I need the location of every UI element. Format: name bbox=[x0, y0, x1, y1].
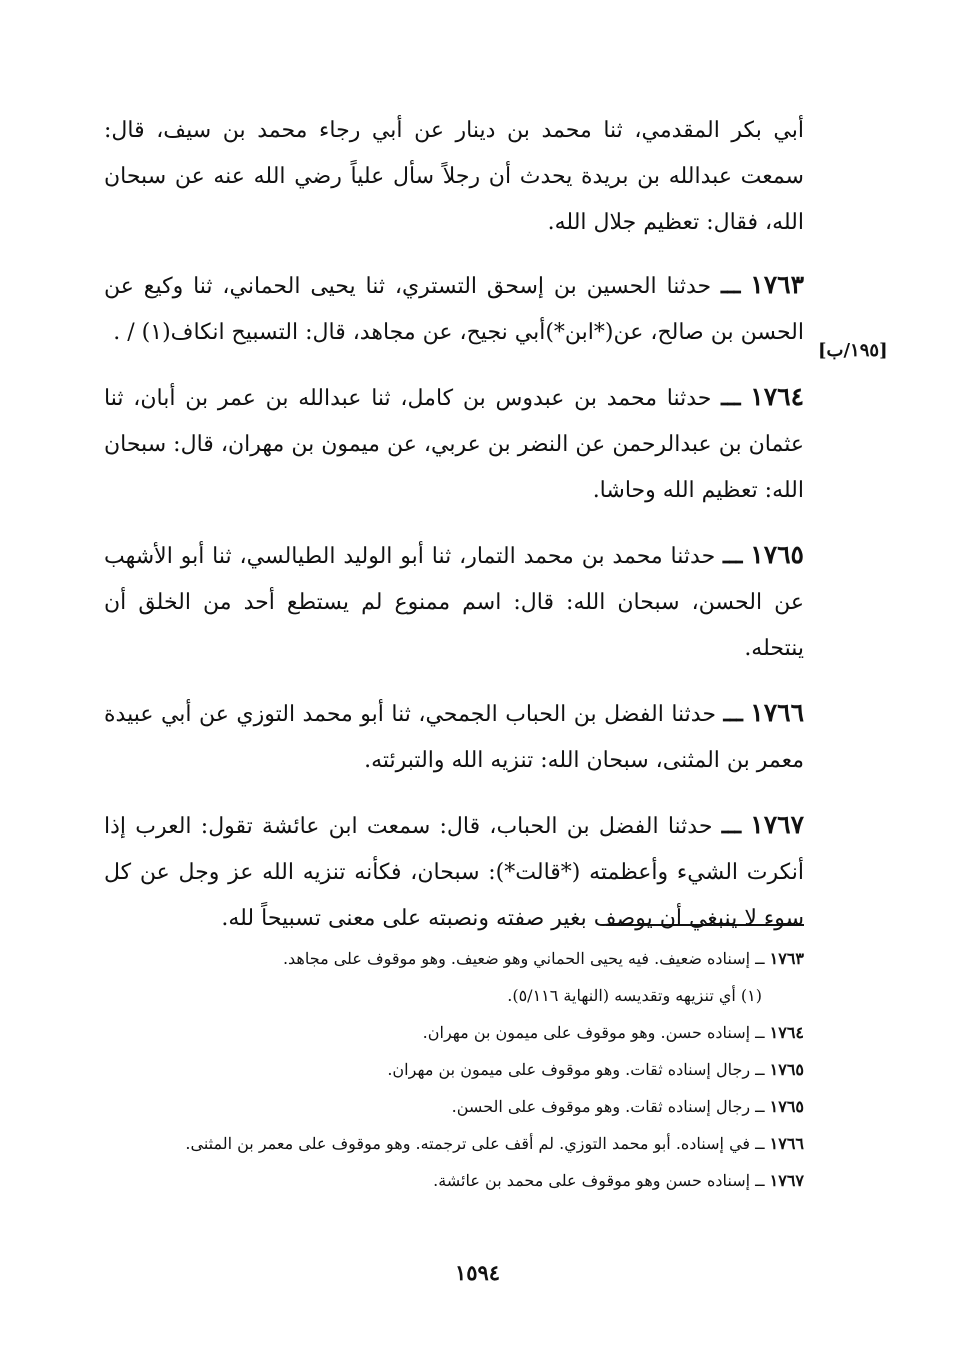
footnote-number: ١٧٦٧ bbox=[769, 1171, 804, 1190]
dash: ـــ bbox=[723, 543, 743, 569]
dash: ــ bbox=[755, 1097, 765, 1116]
dash: ــ bbox=[755, 949, 765, 968]
paragraph-text: حدثنا محمد بن محمد التمار، ثنا أبو الوليد الطيالسي، ثنا أبو الأشهب عن الحسن، سبحان الله: قال: اسم ممنوع لم يستطع أحد من الخلق أن ينتحله. bbox=[104, 544, 804, 661]
footnote-text: إسناده ضعيف. فيه يحيى الحماني وهو ضعيف. وهو موقوف على مجاهد. bbox=[282, 949, 751, 968]
dash: ـــ bbox=[721, 273, 741, 299]
footnote-text: رجال إسناده ثقات. وهو موقوف على الحسن. bbox=[451, 1097, 751, 1116]
footnote-text: رجال إسناده ثقات. وهو موقوف على ميمون بن مهران. bbox=[387, 1060, 751, 1079]
hadith-number: ١٧٦٣ bbox=[750, 270, 804, 299]
paragraph-text: أبي بكر المقدمي، ثنا محمد بن دينار عن أبي رجاء محمد بن سيف، قال: سمعت عبدالله بن بريدة يحدث أن رجلاً سأل علياً رضي الله عنه عن سبحان الله، فقال: تعظيم جلال الله. bbox=[104, 118, 804, 235]
footnotes bbox=[104, 940, 804, 1199]
footnote-number: ١٧٦٥ bbox=[769, 1060, 804, 1079]
hadith-paragraph bbox=[104, 690, 804, 784]
manuscript-folio-reference: [١٩٥/ب] bbox=[818, 340, 888, 361]
hadith-number: ١٧٦٥ bbox=[750, 540, 804, 569]
continued-paragraph bbox=[104, 108, 804, 246]
dash: ــ bbox=[755, 1023, 765, 1042]
hadith-paragraph bbox=[104, 262, 804, 356]
footnote bbox=[104, 1125, 804, 1162]
footnote-number: ١٧٦٤ bbox=[769, 1023, 804, 1042]
dash: ـــ bbox=[723, 701, 743, 727]
paragraph-text: حدثنا الفضل بن الحباب، قال: سمعت ابن عائشة تقول: العرب إذا أنكرت الشيء وأعظمته (*قالت*): سبحان، فكأنه تنزيه الله عز وجل عن كل سوء لا ينبغي أن يوصف بغير صفته ونصبته على معنى تسبيحاً لله. bbox=[104, 814, 804, 931]
footnote-text: إسناده حسن. وهو موقوف على ميمون بن مهران. bbox=[422, 1023, 751, 1042]
footnote-text: (١) أي تنزيهه وتقديسه (النهاية ٥/١١٦). bbox=[507, 986, 762, 1005]
hadith-number: ١٧٦٤ bbox=[750, 382, 805, 411]
dash: ـــ bbox=[721, 385, 741, 411]
footnote bbox=[104, 1014, 804, 1051]
footnote-text: في إسناده. أبو محمد التوزي. لم أقف على ترجمته. وهو موقوف على معمر بن المثنى. bbox=[185, 1134, 751, 1153]
footnote bbox=[104, 1051, 804, 1088]
paragraph-text: حدثنا الفضل بن الحباب الجمحي، ثنا أبو محمد التوزي عن أبي عبيدة معمر بن المثنى، سبحان الله: تنزيه الله والتبرئته. bbox=[104, 702, 804, 773]
hadith-number: ١٧٦٧ bbox=[750, 810, 804, 839]
dash: ــ bbox=[755, 1060, 765, 1079]
dash: ــ bbox=[755, 1134, 765, 1153]
page-number: ١٥٩٤ bbox=[454, 1260, 501, 1285]
footnote-text: إسناده حسن وهو موقوف على محمد بن عائشة. bbox=[433, 1171, 751, 1190]
paragraph-text: حدثنا الحسين بن إسحق التستري، ثنا يحيى الحماني، ثنا وكيع عن الحسن بن صالح، عن(*ابن*)أبي نجيح، عن مجاهد، قال: التسبيح انكاف(١) / . bbox=[104, 274, 804, 345]
hadith-paragraph bbox=[104, 802, 804, 942]
paragraph-text: حدثنا محمد بن عبدوس بن كامل، ثنا عبدالله بن عمر بن أبان، ثنا عثمان بن عبدالرحمن عن النضر بن عربي، عن ميمون بن مهران، قال: سبحان الله: تعظيم الله وحاشا. bbox=[104, 386, 804, 503]
dash: ـــ bbox=[721, 813, 742, 839]
footnote bbox=[104, 1162, 804, 1199]
hadith-paragraph bbox=[104, 374, 804, 514]
footnote bbox=[104, 940, 804, 977]
footnote-number: ١٧٦٦ bbox=[769, 1134, 804, 1153]
main-text bbox=[104, 108, 804, 960]
footnote bbox=[104, 1088, 804, 1125]
footnote-number: ١٧٦٥ bbox=[769, 1097, 804, 1116]
footnote-number: ١٧٦٣ bbox=[769, 949, 804, 968]
footnote-separator bbox=[606, 924, 804, 926]
hadith-number: ١٧٦٦ bbox=[750, 698, 804, 727]
dash: ــ bbox=[755, 1171, 765, 1190]
hadith-paragraph bbox=[104, 532, 804, 672]
footnote bbox=[104, 977, 804, 1014]
